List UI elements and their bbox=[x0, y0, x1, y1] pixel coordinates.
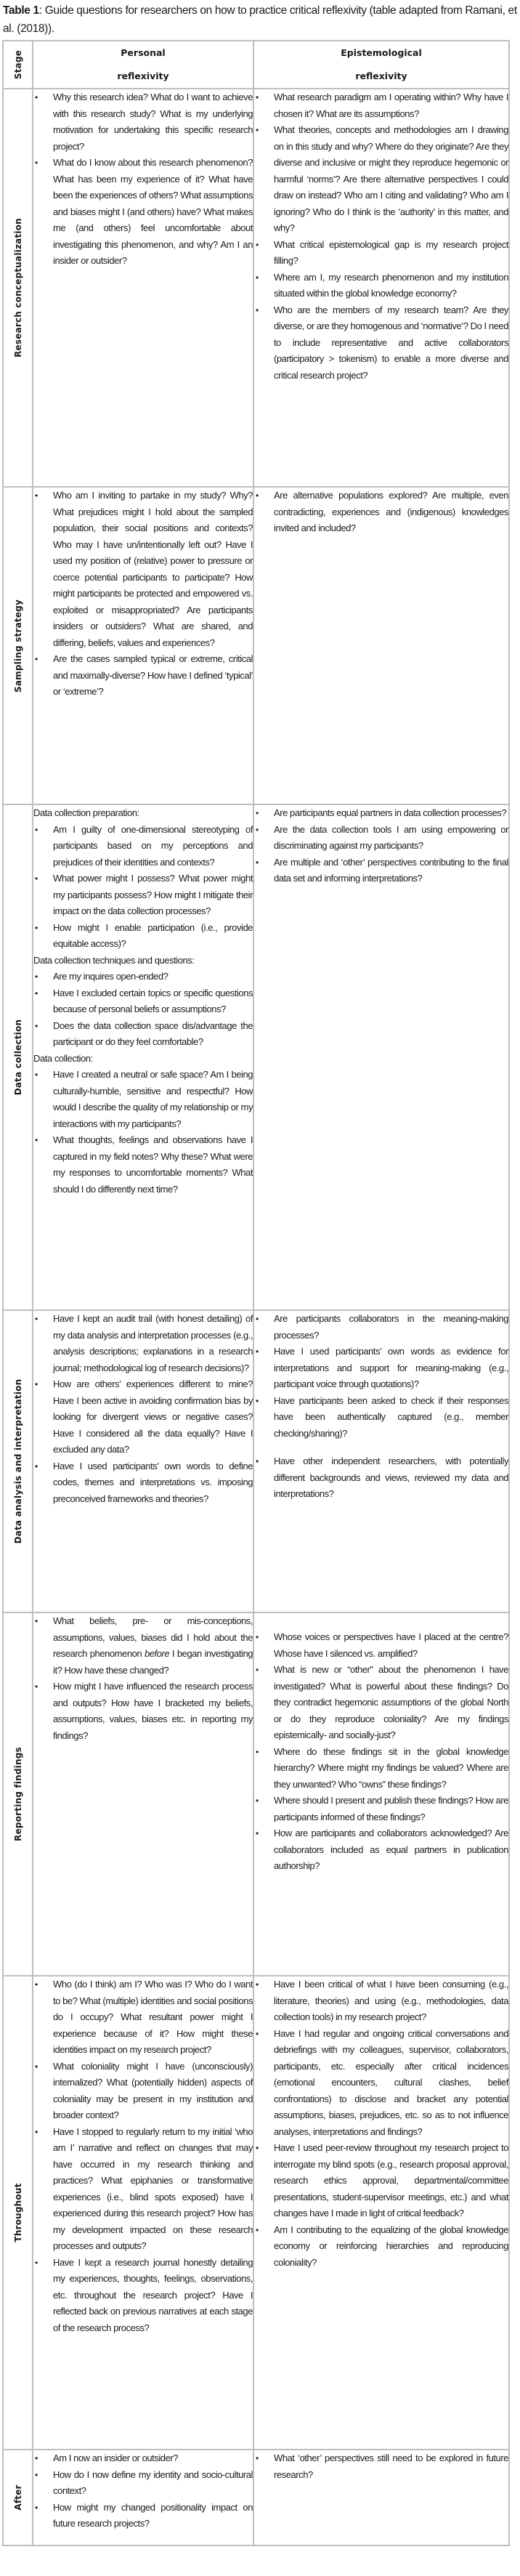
epistemological-reflexivity-cell bbox=[253, 89, 509, 487]
stage-label: Sampling strategy bbox=[12, 599, 23, 693]
stage-cell bbox=[3, 2450, 33, 2545]
guide-question: • Have participants been asked to check if their responses have been authentically captured (e.g., member checking/sharing)? bbox=[254, 1393, 508, 1442]
guide-question: • Are multiple and ‘other’ perspectives contributing to the final data set and informing interpretations? bbox=[254, 855, 508, 887]
table-row bbox=[3, 1310, 509, 1612]
table-caption-text: : Guide questions for researchers on how to practice critical reflexivity (table adapted from Ramani, et al. (2018)). bbox=[3, 4, 517, 35]
guide-question: • Have I had regular and ongoing critical conversations and debriefings with my colleagues, supervisor, collaborators, participants, etc. especially after critical incidences (emotional encounters, cultural clashes, belief confrontations) to disclose and bracket any potential assumptions, biases, prejudices, etc. so as to not influence analyses, interpretations and findings? bbox=[254, 2026, 508, 2141]
guide-question: • What do I know about this research phenomenon? What has been my experience of it? What have been the experiences of others? What assumptions and biases might I (and others) have? What makes me (and others) feel uncomfortable about investigating this phenomenon, and why? Am I an insider or outsider? bbox=[33, 155, 253, 270]
emphasis: before bbox=[144, 1648, 170, 1659]
personal-reflexivity-cell bbox=[33, 804, 253, 1310]
guide-question: • What theories, concepts and methodologies am I drawing on in this study and why? Where do they originate? Are they diverse and inclusive or might they reproduce hegemonic or harmful ‘norms’? Are there alternative perspectives I could draw on instead? Who am I citing and validating? Who am I ignoring? Who do I think is the ‘authority’ in this matter, and why? bbox=[254, 122, 508, 237]
guide-question: • Have I excluded certain topics or specific questions because of personal beliefs or assumptions? bbox=[33, 985, 253, 1018]
epistemological-reflexivity-cell bbox=[253, 1612, 509, 1976]
guide-question: • Why this research idea? What do I want to achieve with this research study? What is my underlying motivation for undertaking this specific research project? bbox=[33, 89, 253, 155]
stage-label: Research conceptualization bbox=[12, 218, 23, 358]
table-row bbox=[3, 2450, 509, 2545]
table-header-row bbox=[3, 41, 509, 89]
question-list bbox=[254, 2450, 508, 2483]
epistemological-reflexivity-cell bbox=[253, 2450, 509, 2545]
personal-reflexivity-cell bbox=[33, 487, 253, 804]
question-list bbox=[33, 89, 253, 270]
guide-question: • Are participants equal partners in data collection processes? bbox=[254, 805, 508, 822]
stage-cell bbox=[3, 1310, 33, 1612]
question-list bbox=[254, 488, 508, 537]
guide-question: • How might I enable participation (i.e., provide equitable access)? bbox=[33, 920, 253, 953]
personal-header-line2: reflexivity bbox=[117, 70, 169, 81]
table-body bbox=[3, 89, 509, 2545]
spacer bbox=[254, 1613, 508, 1629]
guide-question: • What thoughts, feelings and observations have I captured in my field notes? Why these? What were my responses to uncomfortable moments? What should I do differently next time? bbox=[33, 1132, 253, 1198]
guide-question: • Am I contributing to the equalizing of the global knowledge economy or reinforcing hierarchies and reproducing coloniality? bbox=[254, 2222, 508, 2272]
stage-header-label: Stage bbox=[12, 49, 23, 80]
table-row bbox=[3, 89, 509, 487]
guide-question: • Who am I inviting to partake in my study? Why? What prejudices might I hold about the sampled population, their social positions and contexts? Who may I have un/intentionally left out? Have I used my position of (relative) power to pressure or coerce potential participants to participate? How might participants be protected and empowered vs. exploited or misappropriated? Are participants insiders or outsiders? What are shared, and differing, beliefs, values and experiences? bbox=[33, 488, 253, 651]
stage-cell bbox=[3, 1612, 33, 1976]
question-list bbox=[254, 89, 508, 384]
epistemological-reflexivity-cell bbox=[253, 804, 509, 1310]
stage-column-header bbox=[3, 41, 33, 89]
guide-question: • What critical epistemological gap is my research project filling? bbox=[254, 237, 508, 270]
epistemological-reflexivity-header bbox=[253, 41, 509, 89]
guide-question: • Where am I, my research phenomenon and my institution situated within the global knowledge economy? bbox=[254, 270, 508, 302]
stage-label: Throughout bbox=[12, 2183, 23, 2242]
guide-question: • How are others’ experiences different to mine? Have I been active in avoiding confirmation bias by looking for divergent views or negative cases? Have I considered all the data equally? Have I excluded any data? bbox=[33, 1376, 253, 1458]
subsection-heading: Data collection preparation: bbox=[33, 807, 139, 818]
epistemological-reflexivity-cell bbox=[253, 1976, 509, 2450]
personal-reflexivity-cell bbox=[33, 89, 253, 487]
stage-cell bbox=[3, 89, 33, 487]
stage-label: Data analysis and interpretation bbox=[12, 1378, 23, 1544]
guide-question: • What power might I possess? What power might my participants possess? How might I mitigate their impact on the data collection processes? bbox=[33, 871, 253, 920]
personal-reflexivity-cell bbox=[33, 2450, 253, 2545]
guide-question: • Have I kept a research journal honestly detailing my experiences, thoughts, feelings, observations, etc. throughout the research project? Have I reflected back on previous narratives at each stage of the research process? bbox=[33, 2255, 253, 2337]
guide-question: • Have other independent researchers, with potentially different backgrounds and views, reviewed my data and interpretations? bbox=[254, 1453, 508, 1503]
question-list bbox=[254, 1977, 508, 2271]
guide-question: • What is new or “other” about the phenomenon I have investigated? What is powerful about these findings? Do they contradict hegemonic assumptions of the global North or do they reproduce coloniality? Are my findings epistemically- and socially-just? bbox=[254, 1662, 508, 1744]
guide-question: • What research paradigm am I operating within? Why have I chosen it? What are its assumptions? bbox=[254, 89, 508, 122]
guide-question: • Are my inquires open-ended? bbox=[33, 969, 253, 985]
subsection-heading: Data collection techniques and questions: bbox=[33, 954, 195, 966]
spacer bbox=[254, 1442, 508, 1453]
personal-reflexivity-cell bbox=[33, 1612, 253, 1976]
personal-reflexivity-cell bbox=[33, 1976, 253, 2450]
reflexivity-guide-table bbox=[2, 40, 510, 2546]
guide-question: • How might my changed positionality impact on future research projects? bbox=[33, 2500, 253, 2532]
guide-question: • Have I kept an audit trail (with honest detailing) of my data analysis and interpretation processes (e.g., analysis descriptions; explanations in a research journal; methodological log of research decisions)? bbox=[33, 1311, 253, 1376]
question-list bbox=[33, 488, 253, 700]
question-list bbox=[33, 1311, 253, 1507]
guide-question: • What coloniality might I have (unconsciously) internalized? What (potentially hidden) aspects of coloniality may be present in my institution and broader context? bbox=[33, 2059, 253, 2124]
guide-question: • Have I used peer-review throughout my research project to interrogate my blind spots (e.g., research proposal approval, research ethics approval, departmental/committee presentations, student-supervisor meetings, etc.) and what changes have I made in light of critical feedback? bbox=[254, 2140, 508, 2222]
guide-question: • Have I stopped to regularly return to my initial ‘who am I’ narrative and reflect on changes that may have occurred in my research thinking and practices? What epiphanies or transformative experiences (i.e., blind spots exposed) have I experienced during this research project? How has my development impacted on these research processes and outputs? bbox=[33, 2124, 253, 2255]
epistemological-reflexivity-cell bbox=[253, 1310, 509, 1612]
table-row bbox=[3, 804, 509, 1310]
guide-question: • Have I been critical of what I have been consuming (e.g., literature, theories) and using (e.g., methodologies, data collection tools) in my research project? bbox=[254, 1977, 508, 2026]
guide-question: • Who (do I think) am I? Who was I? Who do I want to be? What (multiple) identities and social positions do I occupy? What resultant power might I experience because of it? How might these identities impact on my research project? bbox=[33, 1977, 253, 2059]
guide-question: • Whose voices or perspectives have I placed at the centre? Whose have I silenced vs. amplified? bbox=[254, 1629, 508, 1662]
question-list bbox=[33, 822, 253, 953]
guide-question: • Who are the members of my research team? Are they diverse, or are they homogenous and ‘normative’? Do I need to include representative and active collaborators (participatory > tokenism) to enable a more diverse and critical research project? bbox=[254, 302, 508, 384]
stage-label: After bbox=[12, 2484, 23, 2511]
table-row bbox=[3, 1976, 509, 2450]
stage-label: Reporting findings bbox=[12, 1747, 23, 1841]
question-list bbox=[254, 1629, 508, 1875]
guide-question: • Have I created a neutral or safe space? Am I being culturally-humble, sensitive and respectful? How would I describe the quality of my relationship or my interactions with my participants? bbox=[33, 1067, 253, 1132]
personal-reflexivity-cell bbox=[33, 1310, 253, 1612]
guide-question: • Are participants collaborators in the meaning-making processes? bbox=[254, 1311, 508, 1344]
guide-question: • Have I used participants’ own words to define codes, themes and interpretations vs. imposing preconceived frameworks and theories? bbox=[33, 1458, 253, 1508]
table-row bbox=[3, 1612, 509, 1976]
guide-question: • How are participants and collaborators acknowledged? Are collaborators included as equal partners in publication authorship? bbox=[254, 1825, 508, 1875]
question-list bbox=[33, 969, 253, 1051]
guide-question: • Where do these findings sit in the global knowledge hierarchy? Where might my findings be valued? Where are they unwanted? Who “owns” these findings? bbox=[254, 1744, 508, 1793]
table-caption-label: Table 1 bbox=[3, 4, 39, 17]
guide-question: • Does the data collection space dis/advantage the participant or do they feel comfortable? bbox=[33, 1018, 253, 1051]
guide-question: • How do I now define my identity and socio-cultural context? bbox=[33, 2467, 253, 2500]
stage-cell bbox=[3, 1976, 33, 2450]
epistemological-header-line1: Epistemological bbox=[341, 47, 422, 58]
stage-cell bbox=[3, 487, 33, 804]
guide-question: • How might I have influenced the research process and outputs? How have I bracketed my beliefs, assumptions, values, biases etc. in reporting my findings? bbox=[33, 1679, 253, 1744]
epistemological-reflexivity-cell bbox=[253, 487, 509, 804]
question-list bbox=[33, 1067, 253, 1198]
table-row bbox=[3, 487, 509, 804]
guide-question: • Where should I present and publish these findings? How are participants informed of these findings? bbox=[254, 1793, 508, 1825]
question-list bbox=[33, 1977, 253, 2336]
subsection-heading: Data collection: bbox=[33, 1052, 93, 1064]
guide-question: • Am I guilty of one-dimensional stereotyping of participants based on my perceptions and prejudices of their identities and contexts? bbox=[33, 822, 253, 871]
table-caption bbox=[0, 0, 520, 38]
guide-question: • What ‘other’ perspectives still need to be explored in future research? bbox=[254, 2450, 508, 2483]
guide-question: • Am I now an insider or outsider? bbox=[33, 2450, 253, 2467]
question-list bbox=[254, 805, 508, 887]
guide-question: • Are the cases sampled typical or extreme, critical and maximally-diverse? How have I defined ‘typical’ or ‘extreme’? bbox=[33, 651, 253, 700]
stage-label: Data collection bbox=[12, 1019, 23, 1096]
question-list bbox=[33, 1613, 253, 1744]
epistemological-header-line2: reflexivity bbox=[355, 70, 407, 81]
guide-question: • Are alternative populations explored? Are multiple, even contradicting, experiences and (indigenous) knowledges invited and included? bbox=[254, 488, 508, 537]
question-list bbox=[254, 1311, 508, 1503]
question-list bbox=[33, 2450, 253, 2532]
personal-header-line1: Personal bbox=[121, 47, 166, 58]
personal-reflexivity-header bbox=[33, 41, 253, 89]
guide-question: • Have I used participants’ own words as evidence for interpretations and support for meaning-making (e.g., participant voice through quotations)? bbox=[254, 1344, 508, 1393]
guide-question: • What beliefs, pre- or mis-conceptions, assumptions, values, biases did I hold about the research phenomenon before I began investigating it? How have these changed? bbox=[33, 1613, 253, 1679]
guide-question: • Are the data collection tools I am using empowering or discriminating against my participants? bbox=[254, 822, 508, 855]
stage-cell bbox=[3, 804, 33, 1310]
